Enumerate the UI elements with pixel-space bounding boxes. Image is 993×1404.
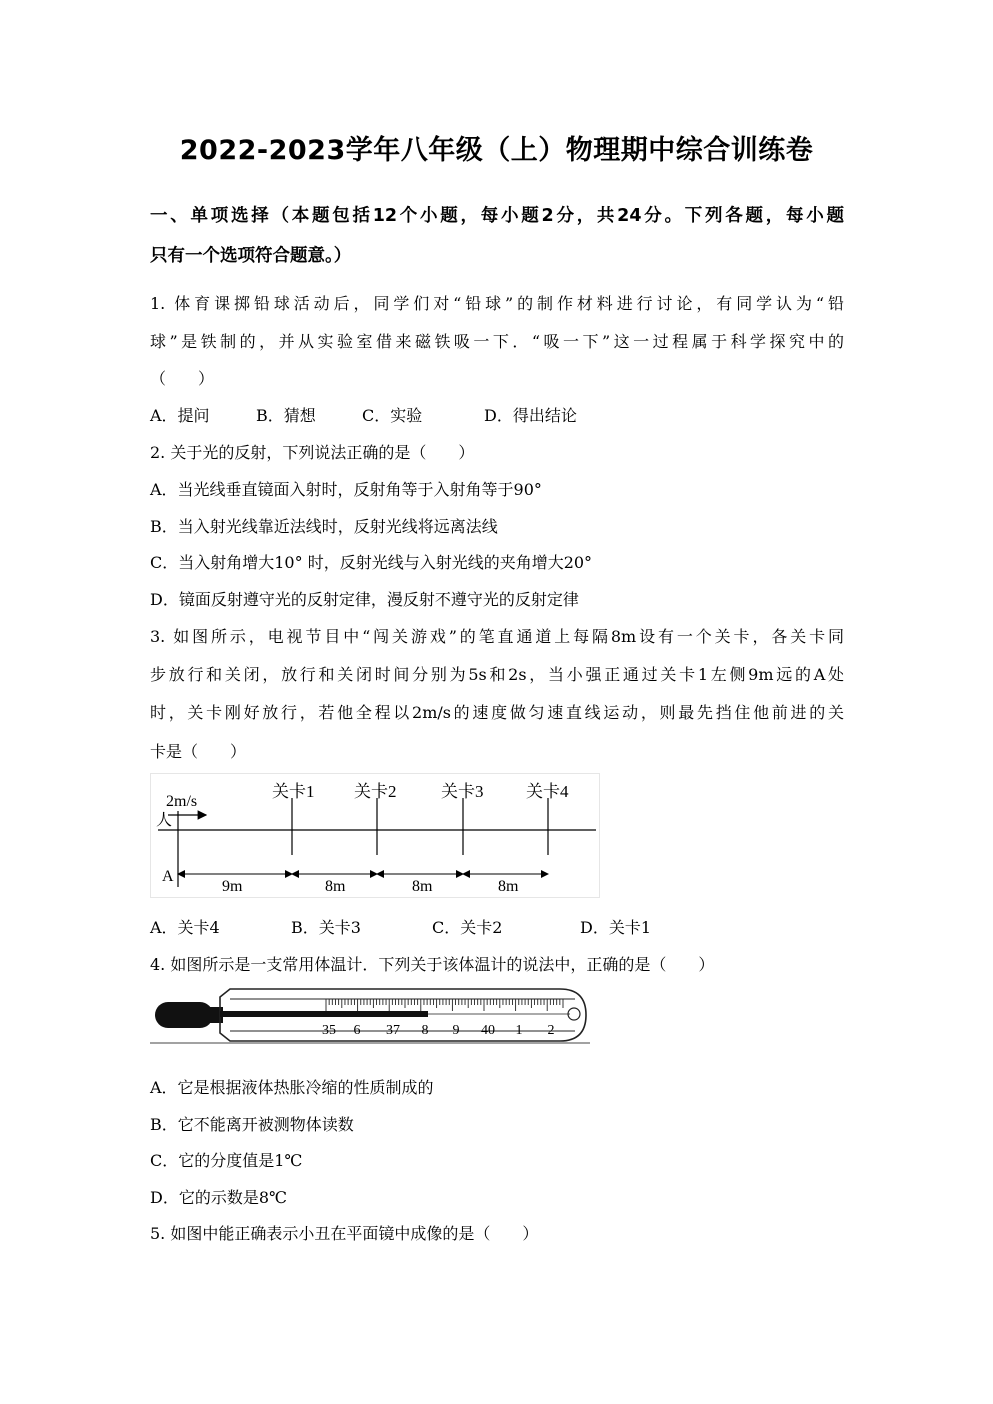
q2-stem: 2. 关于光的反射，下列说法正确的是（ ） <box>150 443 475 462</box>
q4-option-a: A．它是根据液体热胀冷缩的性质制成的 <box>150 1078 434 1097</box>
distance-1-label: 9m <box>222 878 243 895</box>
q3-line1: 3. 如图所示，电视节目中“闯关游戏”的笔直通道上每隔8m设有一个关卡，各关卡同 <box>150 627 844 646</box>
section-heading-line2: 只有一个选项符合题意。） <box>150 246 352 266</box>
q4-option-c: C．它的分度值是1℃ <box>150 1151 303 1170</box>
distance-3-label: 8m <box>412 878 433 895</box>
page-title: 2022-2023学年八年级（上）物理期中综合训练卷 <box>179 135 814 166</box>
q3-line4: 卡是（ ） <box>150 742 247 761</box>
q1-line1: 1. 体育课掷铅球活动后，同学们对“铅球”的制作材料进行讨论，有同学认为“铅 <box>150 294 844 313</box>
q1-option-b: B．猜想 <box>256 406 316 425</box>
q1-line3: （ ） <box>150 369 215 388</box>
scale-label-40: 40 <box>481 1023 495 1038</box>
distance-4-label: 8m <box>498 878 519 895</box>
scale-label-37: 37 <box>386 1023 400 1038</box>
q3-option-d: D．关卡1 <box>580 918 652 937</box>
q4-option-b: B．它不能离开被测物体读数 <box>150 1115 354 1134</box>
gate-4-label: 关卡4 <box>526 782 569 801</box>
q1-options <box>150 404 577 428</box>
q3-options <box>150 916 651 940</box>
person-label: 人 <box>156 812 173 829</box>
scale-label-8: 8 <box>421 1023 429 1038</box>
q3-option-a: A．关卡4 <box>150 918 220 937</box>
q1-option-d: D．得出结论 <box>484 406 577 425</box>
scale-ticks <box>326 999 563 1011</box>
q2-option-c: C．当入射角增大10° 时，反射光线与入射光线的夹角增大20° <box>150 553 593 572</box>
q1-line2: 球”是铁制的，并从实验室借来磁铁吸一下．“吸一下”这一过程属于科学探究中的 <box>150 332 844 351</box>
scale-label-35: 35 <box>322 1023 336 1038</box>
q3-option-c: C．关卡2 <box>432 918 503 937</box>
distance-2-label: 8m <box>325 878 346 895</box>
q2-option-a: A．当光线垂直镜面入射时，反射角等于入射角等于90° <box>150 480 542 499</box>
section-heading-line1: 一、单项选择（本题包括12个小题，每小题2分，共24分。下列各题，每小题 <box>150 206 844 226</box>
q3-line3: 时，关卡刚好放行，若他全程以2m/s的速度做匀速直线运动，则最先挡住他前进的关 <box>150 703 844 722</box>
gate-1-label: 关卡1 <box>272 782 315 801</box>
thermometer-figure <box>150 985 590 1045</box>
speed-label: 2m/s <box>166 793 198 810</box>
scale-label-1: 1 <box>515 1023 523 1038</box>
gate-2-label: 关卡2 <box>354 782 397 801</box>
q2-option-d: D．镜面反射遵守光的反射定律，漫反射不遵守光的反射定律 <box>150 590 579 609</box>
scale-label-2: 2 <box>547 1023 555 1038</box>
mercury-column <box>220 1011 428 1017</box>
q3-line2: 步放行和关闭，放行和关闭时间分别为5s和2s，当小强正通过关卡1左侧9m远的A处 <box>150 665 844 684</box>
gates-diagram <box>150 773 600 898</box>
q4-option-d: D．它的示数是8℃ <box>150 1188 287 1207</box>
point-a-label: A <box>162 868 174 885</box>
gate-3-label: 关卡3 <box>441 782 484 801</box>
q1-option-a: A．提问 <box>150 406 210 425</box>
thermometer-bulb <box>155 1002 213 1028</box>
q4-stem: 4. 如图所示是一支常用体温计．下列关于该体温计的说法中，正确的是（ ） <box>150 955 715 974</box>
q3-option-b: B．关卡3 <box>291 918 361 937</box>
scale-label-9: 9 <box>452 1023 460 1038</box>
scale-label-6: 6 <box>353 1023 361 1038</box>
q5-stem: 5. 如图中能正确表示小丑在平面镜中成像的是（ ） <box>150 1224 539 1243</box>
q2-option-b: B．当入射光线靠近法线时，反射光线将远离法线 <box>150 517 498 536</box>
q1-option-c: C．实验 <box>362 406 423 425</box>
